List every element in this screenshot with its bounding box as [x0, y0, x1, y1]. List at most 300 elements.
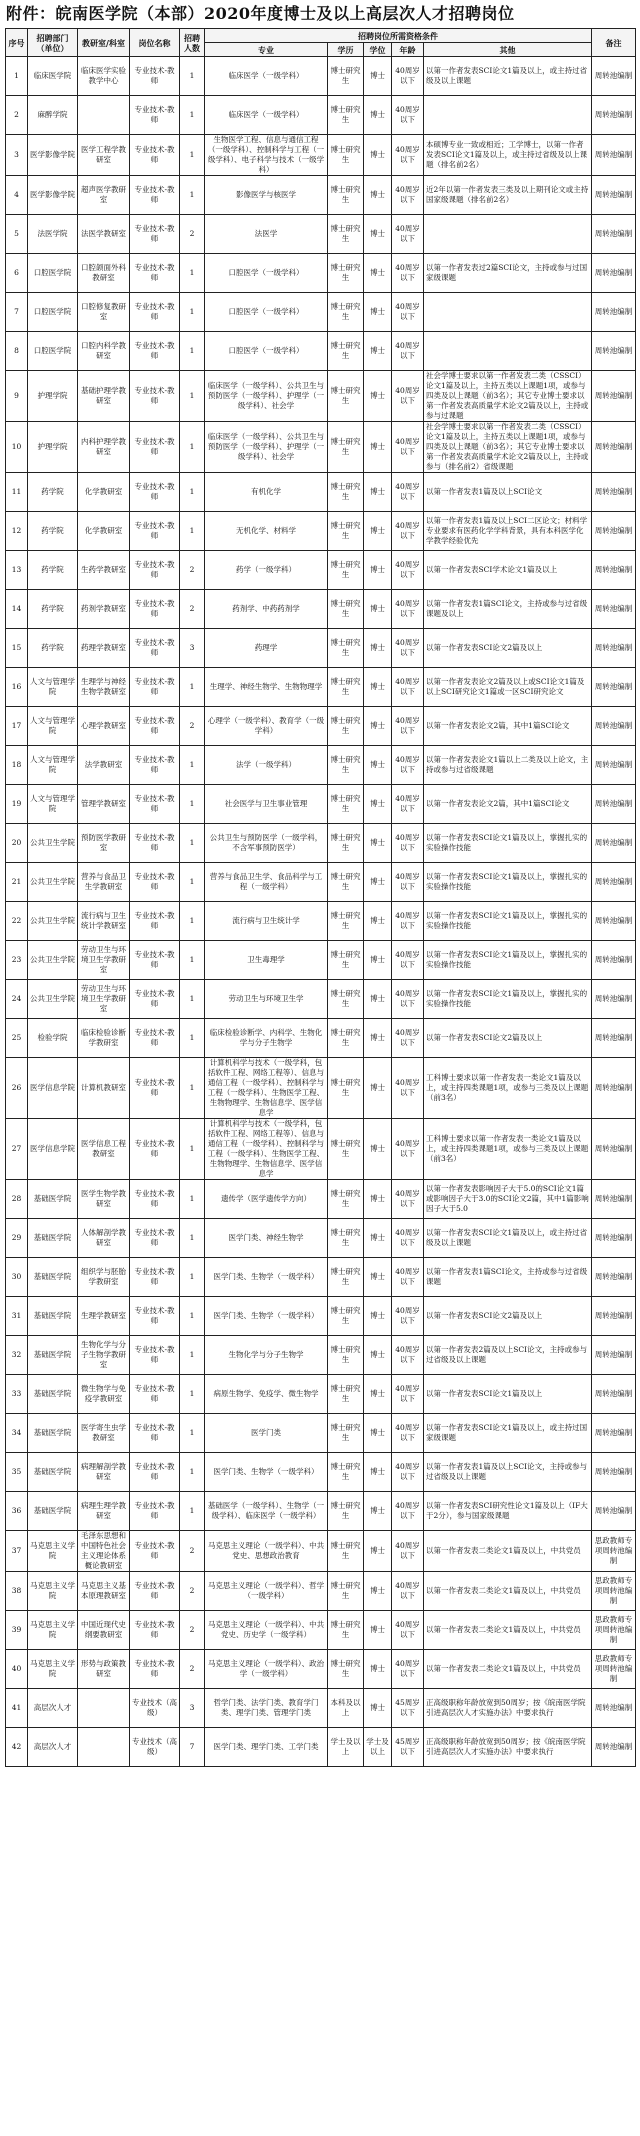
- cell-count: 2: [180, 551, 205, 590]
- cell-no: 24: [6, 980, 28, 1019]
- cell-degree: 博士: [364, 57, 392, 96]
- cell-office: 口腔修复教研室: [78, 293, 130, 332]
- cell-major: 影像医学与核医学: [205, 176, 328, 215]
- table-row: [6, 1336, 636, 1375]
- cell-edu: 博士研究生: [328, 941, 364, 980]
- cell-degree: 博士: [364, 590, 392, 629]
- cell-no: 3: [6, 135, 28, 176]
- cell-post: 专业技术-教师: [130, 1019, 180, 1058]
- cell-other: 以第一作者发表二类论文1篇及以上，中共党员: [424, 1611, 592, 1650]
- cell-office: 马克思主义基本原理教研室: [78, 1572, 130, 1611]
- cell-office: 生物化学与分子生物学教研室: [78, 1336, 130, 1375]
- cell-age: 40周岁以下: [392, 941, 424, 980]
- cell-office: 生理学与神经生物学教研室: [78, 668, 130, 707]
- cell-major: 计算机科学与技术（一级学科，包括软件工程、网络工程等）、信息与通信工程（一级学科）、控制科学与工程（一级学科）、生物医学工程、生物物理学、生物信息学、医学信息学: [205, 1119, 328, 1180]
- cell-count: 1: [180, 254, 205, 293]
- cell-edu: 博士研究生: [328, 1058, 364, 1119]
- cell-edu: 博士研究生: [328, 785, 364, 824]
- table-row: [6, 57, 636, 96]
- cell-degree: 博士: [364, 512, 392, 551]
- table-row: [6, 215, 636, 254]
- cell-age: 40周岁以下: [392, 1180, 424, 1219]
- cell-count: 1: [180, 902, 205, 941]
- cell-dept: 公共卫生学院: [28, 902, 78, 941]
- cell-count: 2: [180, 1611, 205, 1650]
- cell-major: 药理学: [205, 629, 328, 668]
- cell-note: 周转池编制: [592, 785, 636, 824]
- cell-age: 40周岁以下: [392, 1492, 424, 1531]
- cell-age: 40周岁以下: [392, 551, 424, 590]
- cell-age: 40周岁以下: [392, 707, 424, 746]
- cell-count: 1: [180, 1019, 205, 1058]
- cell-post: 专业技术-教师: [130, 902, 180, 941]
- cell-post: 专业技术-教师: [130, 746, 180, 785]
- cell-dept: 临床医学院: [28, 57, 78, 96]
- cell-note: 周转池编制: [592, 1375, 636, 1414]
- cell-note: 周转池编制: [592, 512, 636, 551]
- cell-note: 周转池编制: [592, 590, 636, 629]
- cell-age: 40周岁以下: [392, 1297, 424, 1336]
- cell-other: 以第一作者发表过2篇SCI论文，主持或参与过国家级课题: [424, 254, 592, 293]
- cell-other: 以第一作者发表SCI论文1篇及以上: [424, 1375, 592, 1414]
- table-row: [6, 863, 636, 902]
- cell-major: 口腔医学（一级学科）: [205, 293, 328, 332]
- cell-age: 40周岁以下: [392, 629, 424, 668]
- cell-count: 1: [180, 1492, 205, 1531]
- cell-no: 1: [6, 57, 28, 96]
- cell-no: 14: [6, 590, 28, 629]
- table-row: [6, 422, 636, 473]
- cell-no: 5: [6, 215, 28, 254]
- cell-other: [424, 215, 592, 254]
- cell-note: 周转池编制: [592, 293, 636, 332]
- cell-no: 23: [6, 941, 28, 980]
- cell-note: 周转池编制: [592, 473, 636, 512]
- cell-note: 周转池编制: [592, 1689, 636, 1728]
- cell-edu: 博士研究生: [328, 1180, 364, 1219]
- table-row: [6, 371, 636, 422]
- cell-other: 以第一作者发表1篇SCI论文，主持或参与过省级课题及以上: [424, 590, 592, 629]
- cell-other: 以第一作者发表SCI论文2篇及以上: [424, 629, 592, 668]
- cell-age: 40周岁以下: [392, 57, 424, 96]
- cell-count: 2: [180, 1650, 205, 1689]
- cell-post: 专业技术-教师: [130, 293, 180, 332]
- cell-degree: 博士: [364, 1119, 392, 1180]
- cell-major: 社会医学与卫生事业管理: [205, 785, 328, 824]
- cell-note: 周转池编制: [592, 96, 636, 135]
- cell-office: 医学信息工程教研室: [78, 1119, 130, 1180]
- cell-edu: 博士研究生: [328, 1611, 364, 1650]
- cell-count: 7: [180, 1728, 205, 1767]
- cell-no: 6: [6, 254, 28, 293]
- cell-no: 33: [6, 1375, 28, 1414]
- cell-note: 周转池编制: [592, 1258, 636, 1297]
- cell-degree: 博士: [364, 746, 392, 785]
- cell-post: 专业技术（高级）: [130, 1728, 180, 1767]
- cell-office: 临床医学实验教学中心: [78, 57, 130, 96]
- cell-degree: 博士: [364, 1492, 392, 1531]
- cell-degree: 博士: [364, 980, 392, 1019]
- cell-note: 周转池编制: [592, 1492, 636, 1531]
- cell-other: 以第一作者发表论文1篇以上二类及以上论文，主持或参与过省级课题: [424, 746, 592, 785]
- cell-other: 以第一作者发表SCI论文2篇及以上: [424, 1019, 592, 1058]
- cell-edu: 学士及以上: [328, 1728, 364, 1767]
- cell-post: 专业技术-教师: [130, 1531, 180, 1572]
- cell-edu: 博士研究生: [328, 135, 364, 176]
- table-row: [6, 1611, 636, 1650]
- cell-post: 专业技术-教师: [130, 1119, 180, 1180]
- cell-post: 专业技术-教师: [130, 590, 180, 629]
- cell-count: 2: [180, 707, 205, 746]
- cell-degree: 博士: [364, 1180, 392, 1219]
- cell-note: 周转池编制: [592, 551, 636, 590]
- cell-edu: 博士研究生: [328, 1219, 364, 1258]
- table-row: [6, 668, 636, 707]
- cell-other: 工科博士要求以第一作者发表一类论文1篇及以上，或主持四类课题1项，或参与三类及以上课题（前3名）: [424, 1119, 592, 1180]
- cell-no: 19: [6, 785, 28, 824]
- cell-dept: 基础医学院: [28, 1219, 78, 1258]
- cell-other: [424, 96, 592, 135]
- cell-no: 41: [6, 1689, 28, 1728]
- cell-no: 8: [6, 332, 28, 371]
- cell-major: 马克思主义理论（一级学科）、中共党史、思想政治教育: [205, 1531, 328, 1572]
- cell-dept: 医学影像学院: [28, 135, 78, 176]
- cell-major: 基础医学（一级学科）、生物学（一级学科）、临床医学（一级学科）: [205, 1492, 328, 1531]
- cell-degree: 博士: [364, 215, 392, 254]
- cell-note: 周转池编制: [592, 1336, 636, 1375]
- cell-age: 40周岁以下: [392, 1650, 424, 1689]
- cell-count: 1: [180, 824, 205, 863]
- cell-dept: 基础医学院: [28, 1453, 78, 1492]
- cell-degree: 博士: [364, 293, 392, 332]
- cell-dept: 护理学院: [28, 371, 78, 422]
- table-row: [6, 135, 636, 176]
- cell-major: 生物医学工程、信息与通信工程（一级学科）、控制科学与工程（一级学科）、电子科学与技术（一级学科）: [205, 135, 328, 176]
- cell-age: 40周岁以下: [392, 473, 424, 512]
- cell-note: 思政教师专项周转池编制: [592, 1531, 636, 1572]
- cell-no: 25: [6, 1019, 28, 1058]
- cell-count: 1: [180, 941, 205, 980]
- cell-office: [78, 96, 130, 135]
- cell-edu: 博士研究生: [328, 707, 364, 746]
- cell-other: 以第一作者发表二类论文1篇及以上，中共党员: [424, 1531, 592, 1572]
- cell-post: 专业技术-教师: [130, 824, 180, 863]
- cell-note: 周转池编制: [592, 135, 636, 176]
- cell-degree: 博士: [364, 824, 392, 863]
- cell-degree: 博士: [364, 1453, 392, 1492]
- cell-count: 1: [180, 293, 205, 332]
- cell-degree: 博士: [364, 332, 392, 371]
- table-row: [6, 332, 636, 371]
- cell-degree: 博士: [364, 629, 392, 668]
- cell-other: 以第一作者发表SCI论文1篇及以上，掌握扎实的实验操作技能: [424, 824, 592, 863]
- table-header-row: [6, 29, 636, 43]
- cell-post: 专业技术-教师: [130, 371, 180, 422]
- cell-note: 周转池编制: [592, 57, 636, 96]
- cell-post: 专业技术-教师: [130, 1336, 180, 1375]
- cell-note: 周转池编制: [592, 332, 636, 371]
- cell-dept: 医学影像学院: [28, 176, 78, 215]
- cell-count: 1: [180, 980, 205, 1019]
- cell-major: 遗传学（医学遗传学方向）: [205, 1180, 328, 1219]
- cell-note: 周转池编制: [592, 746, 636, 785]
- cell-count: 1: [180, 371, 205, 422]
- cell-count: 1: [180, 1375, 205, 1414]
- cell-other: 以第一作者发表论文2篇，其中1篇SCI论文: [424, 707, 592, 746]
- cell-post: 专业技术-教师: [130, 1375, 180, 1414]
- cell-office: 营养与食品卫生学教研室: [78, 863, 130, 902]
- cell-other: 以第一作者发表2篇及以上SCI论文，主持或参与过省级及以上课题: [424, 1336, 592, 1375]
- cell-no: 21: [6, 863, 28, 902]
- cell-post: 专业技术-教师: [130, 1219, 180, 1258]
- cell-other: 以第一作者发表SCI论文1篇及以上，或主持过国家级课题: [424, 1414, 592, 1453]
- cell-other: 以第一作者发表SCI论文1篇及以上，掌握扎实的实验操作技能: [424, 941, 592, 980]
- table-row: [6, 1650, 636, 1689]
- cell-office: 劳动卫生与环境卫生学教研室: [78, 980, 130, 1019]
- cell-major: 马克思主义理论（一级学科）、中共党史、历史学（一级学科）: [205, 1611, 328, 1650]
- cell-post: 专业技术-教师: [130, 1572, 180, 1611]
- header-other: 其他: [424, 43, 592, 57]
- cell-dept: 护理学院: [28, 422, 78, 473]
- cell-note: 周转池编制: [592, 371, 636, 422]
- cell-office: 组织学与胚胎学教研室: [78, 1258, 130, 1297]
- cell-age: 40周岁以下: [392, 96, 424, 135]
- table-row: [6, 1728, 636, 1767]
- cell-major: 营养与食品卫生学、食品科学与工程（一级学科）: [205, 863, 328, 902]
- cell-dept: 基础医学院: [28, 1180, 78, 1219]
- cell-no: 39: [6, 1611, 28, 1650]
- document-title: 附件：皖南医学院（本部）2020年度博士及以上高层次人才招聘岗位: [6, 4, 515, 23]
- cell-count: 1: [180, 1336, 205, 1375]
- cell-other: 近2年以第一作者发表三类及以上期刊论文或主持国家级课题（排名前2名）: [424, 176, 592, 215]
- cell-no: 35: [6, 1453, 28, 1492]
- cell-note: 周转池编制: [592, 824, 636, 863]
- cell-degree: 博士: [364, 254, 392, 293]
- cell-age: 40周岁以下: [392, 668, 424, 707]
- cell-edu: 博士研究生: [328, 1453, 364, 1492]
- cell-age: 40周岁以下: [392, 1019, 424, 1058]
- table-row: [6, 293, 636, 332]
- cell-edu: 博士研究生: [328, 1492, 364, 1531]
- table-row: [6, 96, 636, 135]
- cell-no: 36: [6, 1492, 28, 1531]
- header-conditions: 招聘岗位所需资格条件: [205, 29, 592, 43]
- cell-edu: 博士研究生: [328, 254, 364, 293]
- cell-age: 40周岁以下: [392, 1258, 424, 1297]
- cell-degree: 博士: [364, 902, 392, 941]
- cell-dept: 马克思主义学院: [28, 1572, 78, 1611]
- cell-count: 1: [180, 332, 205, 371]
- cell-major: 马克思主义理论（一级学科）、哲学（一级学科）: [205, 1572, 328, 1611]
- cell-other: 以第一作者发表1篇及以上SCI论文: [424, 473, 592, 512]
- cell-no: 27: [6, 1119, 28, 1180]
- table-row: [6, 902, 636, 941]
- cell-no: 28: [6, 1180, 28, 1219]
- cell-edu: 博士研究生: [328, 293, 364, 332]
- cell-dept: 药学院: [28, 473, 78, 512]
- table-row: [6, 1058, 636, 1119]
- cell-edu: 博士研究生: [328, 332, 364, 371]
- cell-major: 劳动卫生与环境卫生学: [205, 980, 328, 1019]
- cell-count: 1: [180, 512, 205, 551]
- cell-no: 42: [6, 1728, 28, 1767]
- cell-dept: 高层次人才: [28, 1728, 78, 1767]
- cell-edu: 博士研究生: [328, 980, 364, 1019]
- cell-office: 形势与政策教研室: [78, 1650, 130, 1689]
- cell-no: 40: [6, 1650, 28, 1689]
- cell-age: 40周岁以下: [392, 254, 424, 293]
- cell-age: 40周岁以下: [392, 512, 424, 551]
- cell-no: 34: [6, 1414, 28, 1453]
- table-row: [6, 1414, 636, 1453]
- cell-other: 工科博士要求以第一作者发表一类论文1篇及以上，或主持四类课题1项，或参与三类及以上课题（前3名）: [424, 1058, 592, 1119]
- cell-no: 20: [6, 824, 28, 863]
- cell-note: 周转池编制: [592, 707, 636, 746]
- cell-count: 1: [180, 422, 205, 473]
- cell-post: 专业技术-教师: [130, 215, 180, 254]
- cell-degree: 博士: [364, 1650, 392, 1689]
- cell-edu: 博士研究生: [328, 215, 364, 254]
- cell-no: 4: [6, 176, 28, 215]
- cell-degree: 博士: [364, 422, 392, 473]
- cell-note: 周转池编制: [592, 1219, 636, 1258]
- cell-no: 30: [6, 1258, 28, 1297]
- cell-note: 周转池编制: [592, 1119, 636, 1180]
- cell-major: 生理学、神经生物学、生物物理学: [205, 668, 328, 707]
- table-row: [6, 785, 636, 824]
- cell-major: 临床检验诊断学、内科学、生物化学与分子生物学: [205, 1019, 328, 1058]
- cell-other: 以第一作者发表二类论文1篇及以上，中共党员: [424, 1650, 592, 1689]
- cell-no: 26: [6, 1058, 28, 1119]
- cell-other: 以第一作者发表1篇及以上SCI论文，主持或参与过省级及以上课题: [424, 1453, 592, 1492]
- header-count: 招聘人数: [180, 29, 205, 57]
- cell-dept: 公共卫生学院: [28, 863, 78, 902]
- cell-major: 无机化学、材料学: [205, 512, 328, 551]
- cell-edu: 博士研究生: [328, 422, 364, 473]
- cell-major: 口腔医学（一级学科）: [205, 254, 328, 293]
- cell-post: 专业技术-教师: [130, 668, 180, 707]
- cell-edu: 博士研究生: [328, 1375, 364, 1414]
- cell-office: 法医学教研室: [78, 215, 130, 254]
- cell-age: 45周岁以下: [392, 1728, 424, 1767]
- cell-major: 医学门类、生物学（一级学科）: [205, 1297, 328, 1336]
- cell-degree: 博士: [364, 707, 392, 746]
- cell-no: 13: [6, 551, 28, 590]
- cell-note: 周转池编制: [592, 1728, 636, 1767]
- cell-count: 1: [180, 1219, 205, 1258]
- cell-edu: 博士研究生: [328, 512, 364, 551]
- cell-major: 药剂学、中药药剂学: [205, 590, 328, 629]
- table-row: [6, 1180, 636, 1219]
- cell-degree: 博士: [364, 668, 392, 707]
- cell-age: 40周岁以下: [392, 422, 424, 473]
- cell-major: 卫生毒理学: [205, 941, 328, 980]
- cell-other: 以第一作者发表SCI论文1篇及以上，掌握扎实的实验操作技能: [424, 863, 592, 902]
- cell-other: 以第一作者发表SCI论文1篇及以上，或主持过省级及以上课题: [424, 1219, 592, 1258]
- table-row: [6, 1492, 636, 1531]
- table-body: [6, 57, 636, 1767]
- cell-office: 人体解剖学教研室: [78, 1219, 130, 1258]
- cell-age: 40周岁以下: [392, 824, 424, 863]
- cell-edu: 博士研究生: [328, 371, 364, 422]
- cell-other: 以第一作者发表1篇SCI论文，主持或参与过省级课题: [424, 1258, 592, 1297]
- header-degree: 学位: [364, 43, 392, 57]
- cell-major: 医学门类、生物学（一级学科）: [205, 1453, 328, 1492]
- cell-dept: 麻醉学院: [28, 96, 78, 135]
- cell-degree: 博士: [364, 1297, 392, 1336]
- cell-post: 专业技术-教师: [130, 176, 180, 215]
- cell-major: 药学（一级学科）: [205, 551, 328, 590]
- cell-age: 40周岁以下: [392, 980, 424, 1019]
- cell-no: 11: [6, 473, 28, 512]
- cell-note: 周转池编制: [592, 629, 636, 668]
- cell-edu: 博士研究生: [328, 746, 364, 785]
- cell-edu: 博士研究生: [328, 824, 364, 863]
- cell-age: 40周岁以下: [392, 215, 424, 254]
- cell-edu: 博士研究生: [328, 57, 364, 96]
- cell-post: 专业技术-教师: [130, 512, 180, 551]
- cell-count: 1: [180, 1180, 205, 1219]
- cell-post: 专业技术-教师: [130, 1414, 180, 1453]
- cell-dept: 基础医学院: [28, 1375, 78, 1414]
- cell-age: 40周岁以下: [392, 1375, 424, 1414]
- cell-degree: 博士: [364, 96, 392, 135]
- cell-office: [78, 1728, 130, 1767]
- cell-office: 中国近现代史纲要教研室: [78, 1611, 130, 1650]
- cell-post: 专业技术-教师: [130, 629, 180, 668]
- cell-dept: 基础医学院: [28, 1414, 78, 1453]
- cell-office: 临床检验诊断学教研室: [78, 1019, 130, 1058]
- cell-degree: 学士及以上: [364, 1728, 392, 1767]
- cell-post: 专业技术-教师: [130, 332, 180, 371]
- table-row: [6, 1689, 636, 1728]
- table-row: [6, 590, 636, 629]
- cell-note: 周转池编制: [592, 1414, 636, 1453]
- cell-dept: 基础医学院: [28, 1258, 78, 1297]
- cell-no: 31: [6, 1297, 28, 1336]
- cell-no: 37: [6, 1531, 28, 1572]
- cell-dept: 马克思主义学院: [28, 1611, 78, 1650]
- table-row: [6, 1119, 636, 1180]
- cell-dept: 人文与管理学院: [28, 707, 78, 746]
- cell-major: 心理学（一级学科）、教育学（一级学科）: [205, 707, 328, 746]
- cell-count: 1: [180, 863, 205, 902]
- cell-count: 1: [180, 1453, 205, 1492]
- cell-age: 40周岁以下: [392, 1453, 424, 1492]
- cell-age: 40周岁以下: [392, 1336, 424, 1375]
- cell-other: 以第一作者发表1篇及以上SCI二区论文；材料学专业要求有医药化学学科背景，具有本科医学化学教学经验优先: [424, 512, 592, 551]
- cell-count: 1: [180, 746, 205, 785]
- cell-other: 正高级职称年龄放宽到50周岁；按《皖南医学院引进高层次人才实施办法》中要求执行: [424, 1689, 592, 1728]
- cell-major: 医学门类: [205, 1414, 328, 1453]
- cell-edu: 博士研究生: [328, 590, 364, 629]
- cell-other: 以第一作者发表SCI研究性论文1篇及以上（IF大于2分），参与国家级课题: [424, 1492, 592, 1531]
- cell-other: 以第一作者发表论文2篇，其中1篇SCI论文: [424, 785, 592, 824]
- cell-post: 专业技术-教师: [130, 57, 180, 96]
- cell-age: 40周岁以下: [392, 1531, 424, 1572]
- cell-post: 专业技术-教师: [130, 1297, 180, 1336]
- cell-other: [424, 293, 592, 332]
- cell-post: 专业技术-教师: [130, 1258, 180, 1297]
- header-major: 专业: [205, 43, 328, 57]
- cell-count: 1: [180, 1119, 205, 1180]
- cell-major: 临床医学（一级学科）、公共卫生与预防医学（一级学科）、护理学（一级学科）、社会学: [205, 422, 328, 473]
- cell-dept: 口腔医学院: [28, 254, 78, 293]
- cell-count: 1: [180, 176, 205, 215]
- cell-post: 专业技术-教师: [130, 1453, 180, 1492]
- table-row: [6, 980, 636, 1019]
- cell-degree: 博士: [364, 176, 392, 215]
